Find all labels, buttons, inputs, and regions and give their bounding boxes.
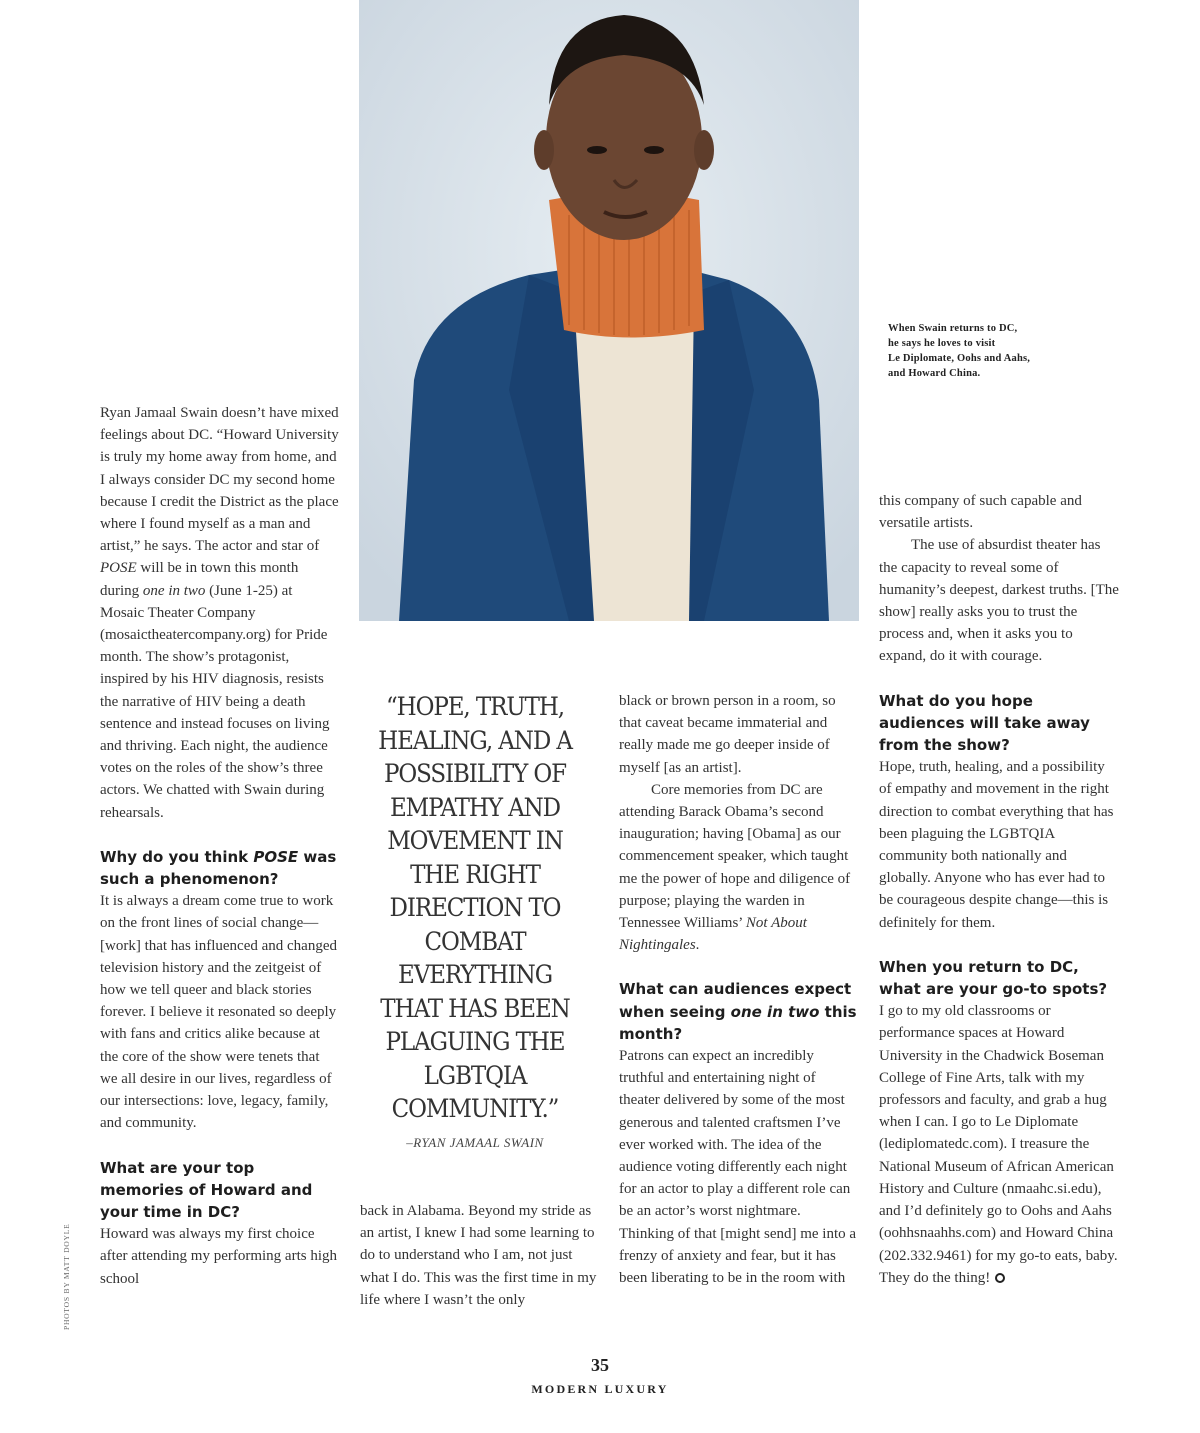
continued-paragraph: back in Alabama. Beyond my stride as an artist, I knew I had some learning to do to understand who I am, not just what I do. This was the first time in my life where I wasn’t the only — [360, 1203, 597, 1308]
caption-line: Le Diplomate, Oohs and Aahs, — [888, 353, 1031, 364]
question-show-title: one in two — [730, 1002, 820, 1021]
intro-text: Ryan Jamaal Swain doesn’t have mixed feelings about DC. “Howard University is truly my home away from home, and I always consider DC my second home because I credit the District as the place where I found myself as a man and artist,” he says. The actor and star of — [100, 405, 339, 555]
photo-caption — [888, 321, 1088, 381]
column-3 — [619, 690, 859, 1289]
question-pose — [100, 846, 340, 890]
pull-quote: “HOPE, TRUTH, HEALING, AND A POSSIBILITY OF EMPATHY AND MOVEMENT IN THE RIGHT DIRECTION TO COMBAT EVERYTHING THAT HAS BEEN PLAGUING THE LGBTQIA COMMUNITY.” — [378, 692, 572, 1123]
portrait-illustration — [359, 0, 859, 621]
answer-pose: It is always a dream come true to work on the front lines of social change—[work] that has influenced and changed television history and the zeitgeist of how we tell queer and black stories forever. I believe it resonated so deeply with fans and critics alike because at the core of the show were tenets that we all desire in our lives, regardless of our intersections: love, legacy, family, and community. — [100, 893, 337, 1132]
intro-text: will be in town this month during — [100, 560, 299, 599]
answer-takeaway: Hope, truth, healing, and a possibility of empathy and movement in the right direction to combat everything that has been plaguing the LGBTQIA community both nationally and globally. Anyone who has ever had to be courageous despite change—this is definitely for them. — [879, 759, 1114, 931]
paragraph: black or brown person in a room, so that caveat became immaterial and really made me go deeper inside of myself [as an artist]. — [619, 693, 836, 776]
question-text: this month? — [619, 1002, 857, 1043]
paragraph-memories — [619, 779, 859, 957]
intro-paragraph — [100, 402, 340, 824]
paragraph: this company of such capable and versatile artists. — [879, 493, 1082, 532]
page-number: 35 — [591, 1355, 609, 1375]
question-show-title: POSE — [253, 847, 299, 866]
question-expect — [619, 978, 859, 1045]
paragraph-absurdist: The use of absurdist theater has the capacity to reveal some of humanity’s deepest, darkest truths. [The show] really asks you to trust the process and, when it asks you to expand, do it with courage. — [879, 537, 1119, 665]
pull-quote-attribution: –RYAN JAMAAL SWAIN — [406, 1135, 544, 1150]
question-text: What can audiences expect when seeing — [619, 980, 852, 1021]
paragraph-text: . — [695, 937, 700, 954]
answer-spots — [879, 1000, 1119, 1289]
magazine-name: MODERN LUXURY — [531, 1382, 669, 1396]
show-title-pose: POSE — [100, 560, 137, 577]
caption-line: and Howard China. — [888, 368, 981, 379]
caption-line: When Swain returns to DC, — [888, 323, 1018, 334]
column-1 — [100, 402, 340, 1290]
column-4 — [879, 490, 1119, 1289]
question-text: Why do you think — [100, 847, 254, 866]
play-title: Not About Nightingales — [619, 915, 807, 954]
question-howard: What are your top memories of Howard and your time in DC? — [100, 1158, 313, 1221]
show-title-one-in-two: one in two — [142, 582, 206, 599]
answer-text: I go to my old classrooms or performance spaces at Howard University in the Chadwick Boseman College of Fine Arts, talk with my professors and faculty, and grab a hug when I can. I go to Le Diplomate (lediplomatedc.com). I treasure the National Museum of African American History and Culture (nmaahc.si.edu), and I’d definitely go to Oohs and Aahs (oohhsnaahhs.com) and Howard China (202.332.9461) for my go-to eats, baby. They do the thing! — [879, 1003, 1118, 1286]
question-takeaway: What do you hope audiences will take away from the show? — [879, 691, 1090, 755]
question-spots: When you return to DC, what are your go-to spots? — [879, 957, 1108, 999]
answer-howard: Howard was always my first choice after attending my performing arts high school — [100, 1226, 338, 1287]
intro-text: (June 1-25) at Mosaic Theater Company (mosaictheatercompany.org) for Pride month. The show’s protagonist, inspired by his HIV diagnosis, resists the narrative of HIV being a death sentence and instead focuses on living and thriving. Each night, the audience votes on the roles of the show’s three actors. We chatted with Swain during rehearsals. — [100, 582, 330, 821]
caption-line: he says he loves to visit — [888, 338, 996, 349]
paragraph-text: Core memories from DC are attending Barack Obama’s second inauguration; having [Obama] as our commencement speaker, which taught me the power of hope and diligence of purpose; playing the warden in Tennessee Williams’ — [619, 781, 851, 932]
column-2 — [360, 1200, 600, 1311]
end-mark-icon — [995, 1273, 1005, 1283]
portrait-photo — [359, 0, 859, 621]
question-text: was such a phenomenon? — [100, 847, 337, 889]
photo-credit: PHOTOS BY MATT DOYLE — [62, 1223, 71, 1330]
answer-expect: Patrons can expect an incredibly truthful and entertaining night of theater delivered by some of the most generous and talented craftsmen I’ve ever worked with. The idea of the audience voting differently each night for an actor to play a different role can be an actor’s worst nightmare. Thinking of that [might send] me into a frenzy of anxiety and fear, but it has been liberating to be in the room with — [619, 1048, 857, 1287]
